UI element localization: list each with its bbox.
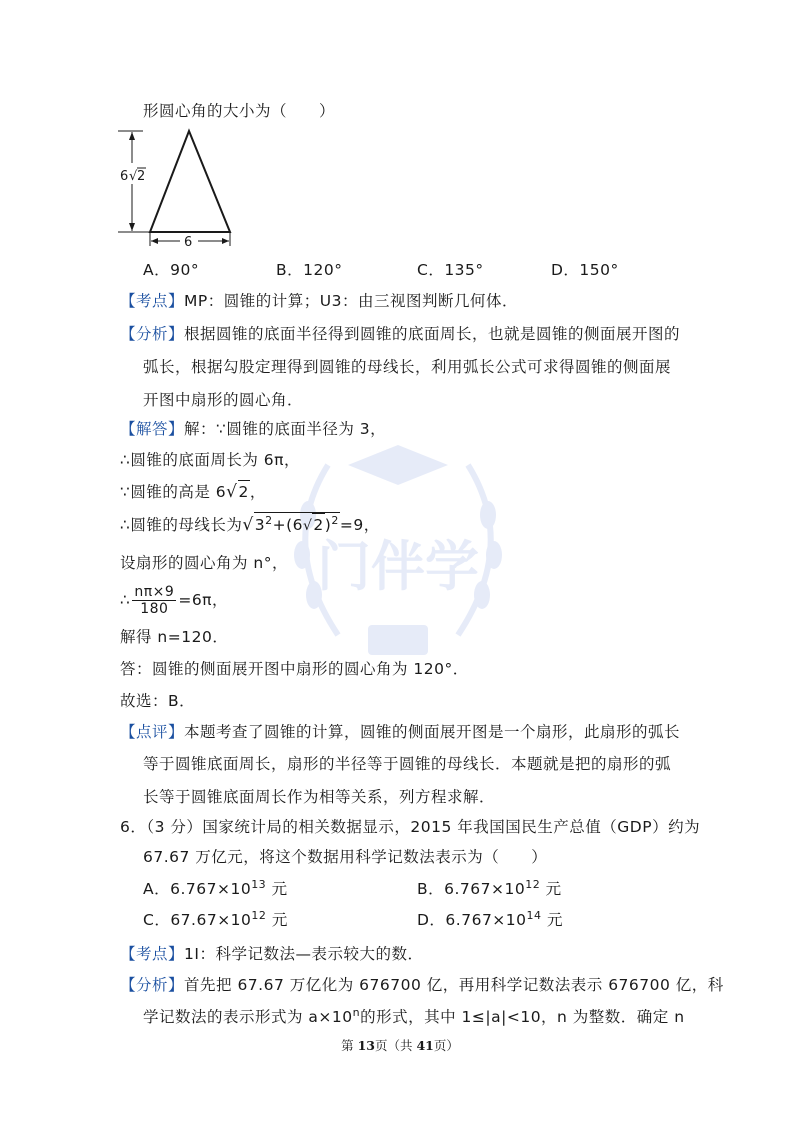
jieda-tag: 【解答】 — [120, 420, 185, 438]
option-b: B．120° — [276, 261, 343, 279]
triangle-shape — [150, 131, 230, 232]
result: =9， — [339, 516, 380, 534]
option-d: D．150° — [551, 261, 619, 279]
fenxi-1-line-1 — [120, 323, 680, 345]
sqrt-expression: $3^2+(6√2)^2$ — [254, 512, 340, 538]
slant-height-statement: ∴圆锥的母线长为 — [120, 516, 243, 534]
kaodian-text: MP：圆锥的计算；U3：由三视图判断几何体． — [184, 292, 518, 310]
question-6-stem-1: 6．（3 分）国家统计局的相关数据显示，2015 年我国国民生产总值（GDP）约为 — [120, 818, 701, 836]
fenxi-tag: 【分析】 — [120, 976, 185, 994]
question-6-stem-2: 67.67 万亿元，将这个数据用科学记数法表示为（ ） — [143, 848, 548, 866]
fenxi-1-line-2: 弧长，根据勾股定理得到圆锥的母线长，利用弧长公式可求得圆锥的侧面展 — [143, 358, 672, 376]
fenxi-2-line-2: 学记数法的表示形式为 $a\times 10^n$的形式，其中 1≤|a|<10，n 为整数．确定 n — [143, 1006, 685, 1026]
jieda-line-9: 故选：B． — [120, 692, 196, 710]
fenxi-2-line-1 — [120, 974, 724, 996]
fenxi-text: 首先把 67.67 万亿化为 676700 亿，再用科学记数法表示 676700 亿，科 — [184, 976, 724, 994]
q6-option-d: D．$6.767\times 10^{14}$ 元 — [417, 909, 563, 929]
q6-option-a: A．$6.767\times 10^{13}$ 元 — [143, 878, 288, 898]
jieda-line-7: 解得 n=120． — [120, 628, 229, 646]
kaodian-tag: 【考点】 — [120, 292, 185, 310]
watermark-logo — [268, 425, 528, 675]
jieda-line-8: 答：圆锥的侧面展开图中扇形的圆心角为 120°． — [120, 660, 469, 678]
kaodian-text: 1I：科学记数法—表示较大的数． — [184, 945, 424, 963]
jieda-line-1 — [120, 418, 386, 440]
page-footer: 第 13页（共 41页） — [341, 1038, 459, 1053]
height-label-rad: 2 — [137, 169, 146, 184]
radicand: 2 — [238, 480, 250, 503]
watermark-text: 门伴学 — [317, 535, 479, 598]
jieda-line-4: ∴圆锥的母线长为$√3^2+(6√2)^2=9$， — [120, 512, 380, 538]
page-number: 13 — [357, 1038, 375, 1053]
jieda-line-6: ∴ $\frac{n\pi\times 9}{180}$ =6π， — [120, 584, 229, 617]
height-label-coef: 6 — [120, 169, 129, 184]
punct: ， — [249, 483, 266, 501]
dianping-line-3: 长等于圆锥底面周长作为相等关系，列方程求解． — [143, 788, 496, 806]
cone-front-view-figure — [118, 128, 243, 248]
fraction: $\frac{n\pi\times 9}{180}$ — [134, 584, 175, 617]
q6-option-b: B．$6.767\times 10^{12}$ 元 — [417, 878, 562, 898]
base-label: 6 — [184, 235, 193, 248]
kaodian-1 — [120, 290, 518, 312]
kaodian-tag: 【考点】 — [120, 945, 185, 963]
dianping-line-2: 等于圆锥底面周长，扇形的半径等于圆锥的母线长．本题就是把的扇形的弧 — [143, 755, 672, 773]
fenxi-1-line-3: 开图中扇形的圆心角． — [143, 391, 304, 409]
jieda-text: 解：∵圆锥的底面半径为 3， — [184, 420, 387, 438]
jieda-line-5: 设扇形的圆心角为 n°， — [120, 554, 289, 572]
kaodian-2 — [120, 943, 423, 965]
height-statement: ∵圆锥的高是 6 — [120, 483, 227, 501]
svg-text:√: √ — [129, 169, 138, 184]
dianping-line-1 — [120, 721, 680, 743]
page-total: 41 — [416, 1038, 434, 1053]
jieda-line-2: ∴圆锥的底面周长为 6π， — [120, 451, 300, 469]
dianping-text: 本题考查了圆锥的计算，圆锥的侧面展开图是一个扇形，此扇形的弧长 — [184, 723, 681, 741]
option-a: A．90° — [143, 261, 200, 279]
fenxi-text: 根据圆锥的底面半径得到圆锥的底面周长，也就是圆锥的侧面展开图的 — [184, 325, 681, 343]
option-c: C．135° — [417, 261, 484, 279]
fenxi-tag: 【分析】 — [120, 325, 185, 343]
dianping-tag: 【点评】 — [120, 723, 185, 741]
q6-option-c: C．$67.67\times 10^{12}$ 元 — [143, 909, 288, 929]
question-stem: 形圆心角的大小为（ ） — [143, 102, 336, 120]
jieda-line-3: ∵圆锥的高是 6√2， — [120, 482, 266, 502]
